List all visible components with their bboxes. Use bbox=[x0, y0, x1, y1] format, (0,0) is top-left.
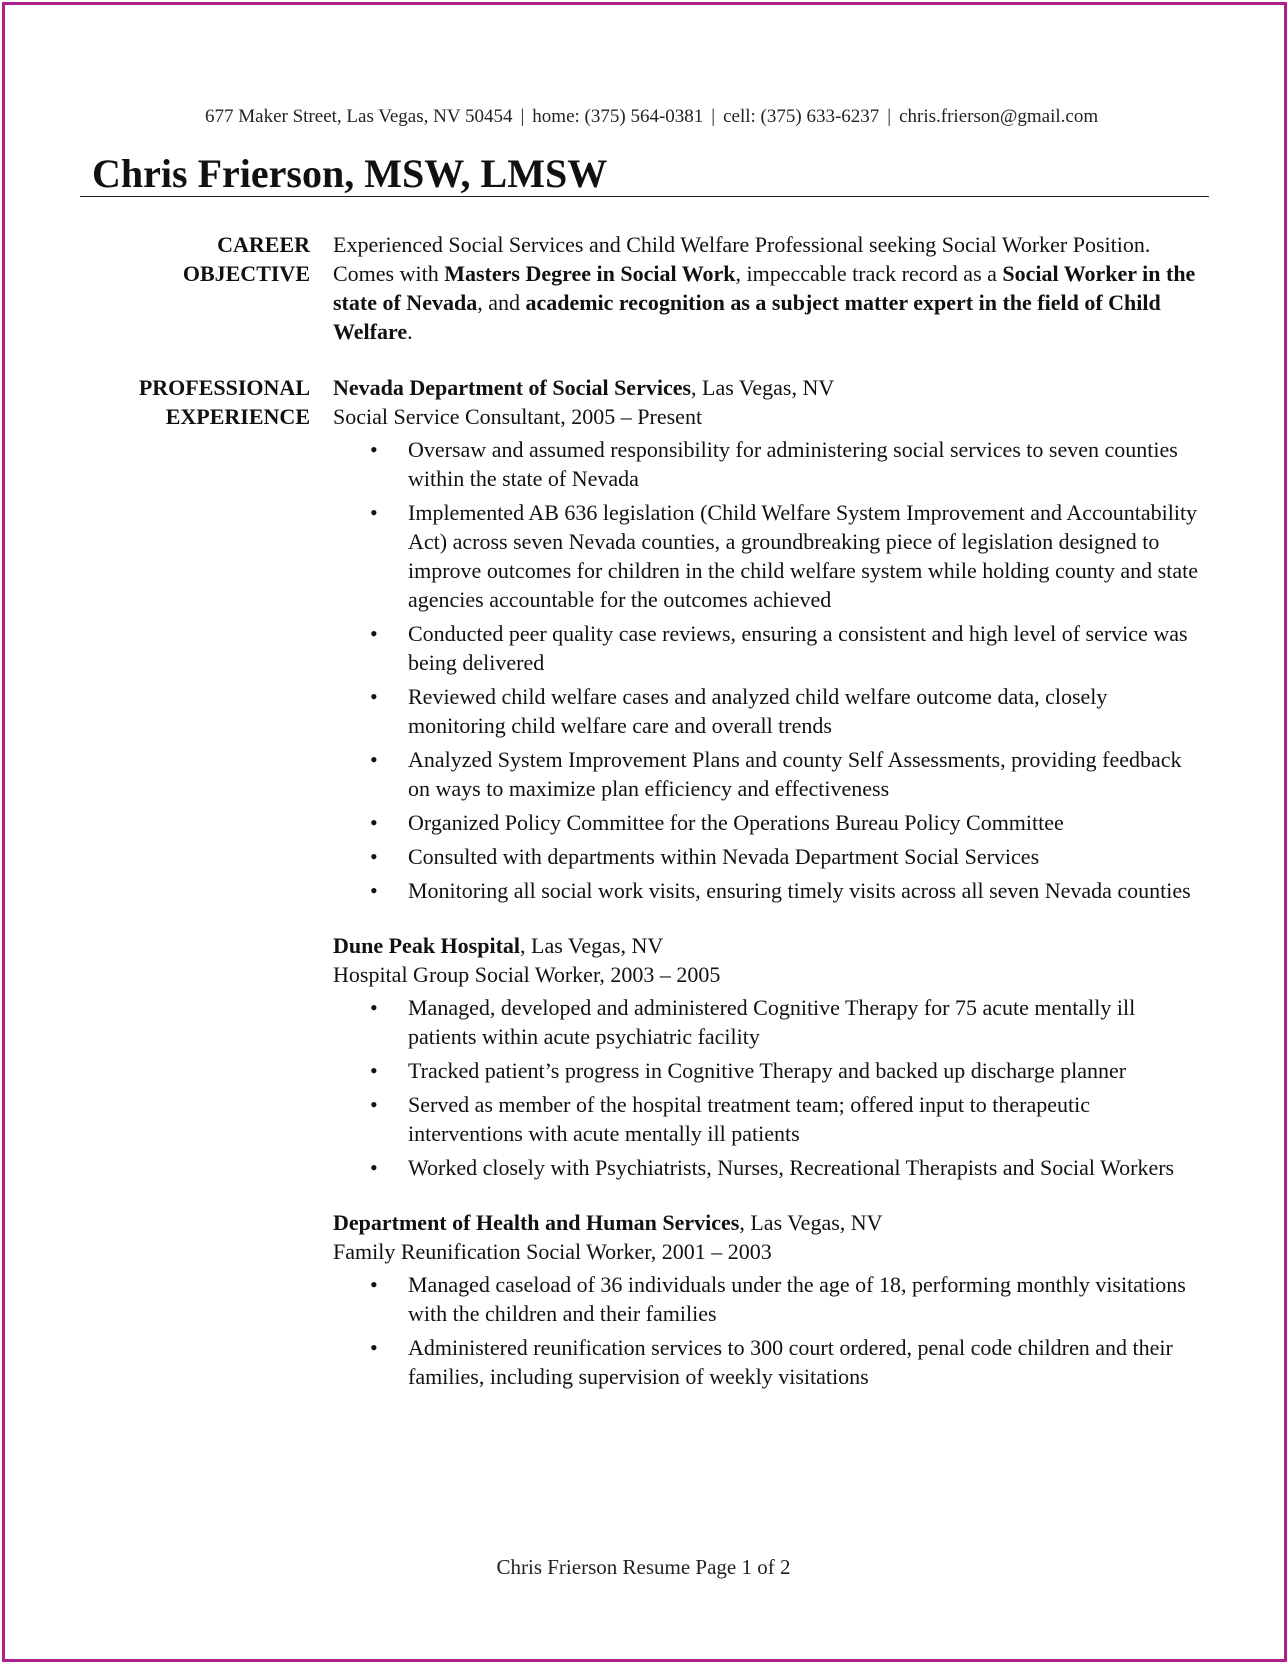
objective-text bbox=[333, 230, 1203, 346]
employer-location: , Las Vegas, NV bbox=[520, 933, 664, 958]
job-role: Hospital Group Social Worker, 2003 – 2005 bbox=[333, 962, 721, 987]
list-item: • Oversaw and assumed responsibility for administering social services to seven counties within the state of Nevada bbox=[408, 435, 1203, 493]
experience-label bbox=[60, 373, 310, 431]
objective-label-line-2: OBJECTIVE bbox=[182, 261, 310, 286]
list-item: • Conducted peer quality case reviews, ensuring a consistent and high level of service was being delivered bbox=[408, 619, 1203, 677]
job-bullets bbox=[333, 1270, 1203, 1391]
objective-highlight: Social Worker in the state of Nevada bbox=[333, 261, 1196, 315]
candidate-name: Chris Frierson, MSW, LMSW bbox=[92, 151, 608, 196]
employer-location: , Las Vegas, NV bbox=[691, 375, 835, 400]
home-phone: home: (375) 564-0381 bbox=[532, 106, 704, 127]
list-item: • Analyzed System Improvement Plans and county Self Assessments, providing feedback on ways to maximize plan efficiency and effectiveness bbox=[408, 745, 1203, 803]
list-item: • Implemented AB 636 legislation (Child Welfare System Improvement and Accountability Act) across seven Nevada counties, a groundbreaking piece of legislation designed to improve outcomes for children in the child welfare system while holding county and state agencies accountable for the outcomes achieved bbox=[408, 498, 1203, 614]
job-bullets bbox=[333, 435, 1203, 905]
list-item: • Managed caseload of 36 individuals under the age of 18, performing monthly visitations with the children and their families bbox=[408, 1270, 1203, 1328]
employer-name: Dune Peak Hospital bbox=[333, 933, 521, 958]
list-item: • Served as member of the hospital treatment team; offered input to therapeutic interventions with acute mentally ill patients bbox=[408, 1090, 1203, 1148]
separator: | bbox=[887, 106, 892, 127]
page-footer: Chris Frierson Resume Page 1 of 2 bbox=[496, 1555, 791, 1579]
list-item: • Organized Policy Committee for the Operations Bureau Policy Committee bbox=[408, 808, 1203, 837]
address: 677 Maker Street, Las Vegas, NV 50454 bbox=[205, 106, 513, 127]
job-entry bbox=[333, 931, 1203, 1182]
objective-highlight: Masters Degree in Social Work bbox=[444, 261, 736, 286]
objective-text-part: Experienced Social Services and Child Welfare Professional seeking Social Worker Position. Comes with bbox=[333, 232, 1151, 286]
objective-text-part: , impeccable track record as a bbox=[735, 261, 1003, 286]
employer-location: , Las Vegas, NV bbox=[739, 1210, 883, 1235]
job-role: Social Service Consultant, 2005 – Present bbox=[333, 404, 703, 429]
job-header bbox=[333, 1208, 1203, 1237]
list-item: • Reviewed child welfare cases and analyzed child welfare outcome data, closely monitoring child welfare care and overall trends bbox=[408, 682, 1203, 740]
job-bullets bbox=[333, 993, 1203, 1182]
objective-text-part: . bbox=[407, 319, 413, 344]
separator: | bbox=[520, 106, 525, 127]
contact-line bbox=[205, 106, 1205, 128]
job-entry bbox=[333, 1208, 1203, 1391]
experience-list bbox=[333, 373, 1203, 1396]
list-item: • Consulted with departments within Nevada Department Social Services bbox=[408, 842, 1203, 871]
objective-label-line-1: CAREER bbox=[217, 232, 310, 257]
cell-phone: cell: (375) 633-6237 bbox=[723, 106, 880, 127]
experience-label-line-2: EXPERIENCE bbox=[165, 404, 310, 429]
list-item: • Monitoring all social work visits, ensuring timely visits across all seven Nevada counties bbox=[408, 876, 1203, 905]
job-header bbox=[333, 373, 1203, 402]
list-item: • Worked closely with Psychiatrists, Nurses, Recreational Therapists and Social Workers bbox=[408, 1153, 1203, 1182]
separator: | bbox=[711, 106, 716, 127]
list-item: • Tracked patient’s progress in Cognitive Therapy and backed up discharge planner bbox=[408, 1056, 1203, 1085]
header-divider bbox=[80, 196, 1209, 197]
employer-name: Nevada Department of Social Services bbox=[333, 375, 692, 400]
experience-label-line-1: PROFESSIONAL bbox=[138, 375, 310, 400]
job-role: Family Reunification Social Worker, 2001 – 2003 bbox=[333, 1239, 772, 1264]
objective-label bbox=[60, 230, 310, 288]
list-item: • Administered reunification services to 300 court ordered, penal code children and their families, including supervision of weekly visitations bbox=[408, 1333, 1203, 1391]
list-item: • Managed, developed and administered Cognitive Therapy for 75 acute mentally ill patients within acute psychiatric facility bbox=[408, 993, 1203, 1051]
email-link[interactable]: chris.frierson@gmail.com bbox=[899, 106, 1099, 127]
objective-highlight: academic recognition as a subject matter expert in the field of Child Welfare bbox=[333, 290, 1161, 344]
job-header bbox=[333, 931, 1203, 960]
job-entry bbox=[333, 373, 1203, 905]
employer-name: Department of Health and Human Services bbox=[333, 1210, 740, 1235]
objective-text-part: , and bbox=[477, 290, 526, 315]
